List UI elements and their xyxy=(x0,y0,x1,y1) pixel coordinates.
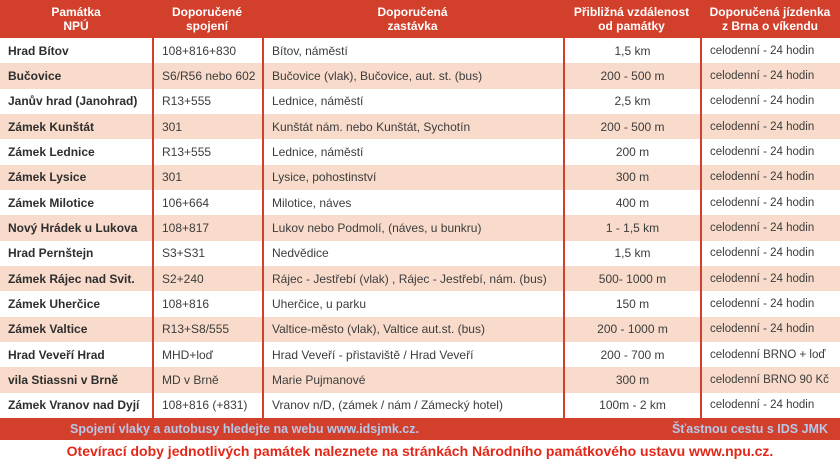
distance-cell: 1 - 1,5 km xyxy=(563,215,700,240)
connection-cell: 108+816 xyxy=(152,291,262,316)
ticket-cell: celodenní - 24 hodin xyxy=(700,266,840,291)
monument-name-cell: Zámek Rájec nad Svit. xyxy=(8,271,135,286)
ticket-cell: celodenní - 24 hodin xyxy=(700,63,840,88)
distance-cell: 200 - 1000 m xyxy=(563,317,700,342)
connection-cell: MHD+loď xyxy=(152,342,262,367)
ticket-cell: celodenní - 24 hodin xyxy=(700,393,840,418)
monument-name-cell: Zámek Vranov nad Dyjí xyxy=(8,398,140,413)
column-header-line: spojení xyxy=(185,19,228,33)
table-row xyxy=(0,165,840,190)
connection-cell: 106+664 xyxy=(152,190,262,215)
monument-name-cell: Zámek Lysice xyxy=(8,170,87,185)
table-row xyxy=(0,215,840,240)
stop-cell: Nedvědice xyxy=(262,241,563,266)
stop-cell: Lednice, náměstí xyxy=(262,89,563,114)
table-row xyxy=(0,291,840,316)
column-header-line: Doporučené xyxy=(171,5,242,19)
column-header-line: od památky xyxy=(598,19,665,33)
column-header-connection xyxy=(152,5,262,33)
ticket-cell: celodenní - 24 hodin xyxy=(700,190,840,215)
table-row xyxy=(0,342,840,367)
distance-cell: 300 m xyxy=(563,165,700,190)
stop-cell: Lysice, pohostinství xyxy=(262,165,563,190)
monument-name-cell: Hrad Bítov xyxy=(8,43,69,58)
table-row xyxy=(0,393,840,418)
connection-cell: S6/R56 nebo 602 xyxy=(152,63,262,88)
connection-cell: R13+555 xyxy=(152,139,262,164)
footer-connection-hint: Spojení vlaky a autobusy hledejte na webu www.idsjmk.cz. xyxy=(70,422,419,436)
column-header-stop xyxy=(262,5,563,33)
connection-cell: R13+555 xyxy=(152,89,262,114)
stop-cell: Uherčice, u parku xyxy=(262,291,563,316)
table-row xyxy=(0,317,840,342)
connection-cell: 301 xyxy=(152,165,262,190)
distance-cell: 300 m xyxy=(563,367,700,392)
column-header-line: Přibližná vzdálenost xyxy=(573,5,690,19)
bottom-note xyxy=(0,440,840,462)
distance-cell: 200 - 700 m xyxy=(563,342,700,367)
stop-cell: Milotice, náves xyxy=(262,190,563,215)
stop-cell: Rájec - Jestřebí (vlak) , Rájec - Jestřebí, nám. (bus) xyxy=(262,266,563,291)
monument-name-cell: Zámek Valtice xyxy=(8,322,88,337)
monument-name-cell: Zámek Uherčice xyxy=(8,296,101,311)
ticket-cell: celodenní - 24 hodin xyxy=(700,241,840,266)
monument-name-cell: Zámek Milotice xyxy=(8,195,95,210)
ticket-cell: celodenní - 24 hodin xyxy=(700,165,840,190)
monument-name-cell: Hrad Pernštejn xyxy=(8,246,94,261)
distance-cell: 2,5 km xyxy=(563,89,700,114)
ticket-cell: celodenní BRNO 90 Kč xyxy=(700,367,840,392)
ticket-cell: celodenní - 24 hodin xyxy=(700,215,840,240)
table-row xyxy=(0,89,840,114)
column-header-line: Doporučená jízdenka xyxy=(709,5,831,19)
connection-cell: S2+240 xyxy=(152,266,262,291)
ticket-cell: celodenní - 24 hodin xyxy=(700,139,840,164)
stop-cell: Lukov nebo Podmolí, (náves, u bunkru) xyxy=(262,215,563,240)
table-row xyxy=(0,63,840,88)
distance-cell: 500- 1000 m xyxy=(563,266,700,291)
stop-cell: Hrad Veveří - přistaviště / Hrad Veveří xyxy=(262,342,563,367)
distance-cell: 200 m xyxy=(563,139,700,164)
stop-cell: Vranov n/D, (zámek / nám / Zámecký hotel) xyxy=(262,393,563,418)
ticket-cell: celodenní - 24 hodin xyxy=(700,114,840,139)
monument-name-cell: vila Stiassni v Brně xyxy=(8,372,119,387)
table-header-row xyxy=(0,0,840,38)
stop-cell: Valtice-město (vlak), Valtice aut.st. (bus) xyxy=(262,317,563,342)
table-row xyxy=(0,190,840,215)
monument-name-cell: Zámek Kunštát xyxy=(8,119,95,134)
stop-cell: Bítov, náměstí xyxy=(262,38,563,63)
connection-cell: S3+S31 xyxy=(152,241,262,266)
column-header-line: z Brna o víkendu xyxy=(721,19,819,33)
footer-slogan: Šťastnou cestu s IDS JMK xyxy=(671,422,828,436)
bottom-note-text: Otevírací doby jednotlivých památek naleznete na stránkách Národního památkového ustavu www.npu.cz. xyxy=(66,443,774,459)
ticket-cell: celodenní - 24 hodin xyxy=(700,89,840,114)
ticket-cell: celodenní - 24 hodin xyxy=(700,291,840,316)
distance-cell: 150 m xyxy=(563,291,700,316)
table-row xyxy=(0,266,840,291)
stop-cell: Marie Pujmanové xyxy=(262,367,563,392)
ticket-cell: celodenní - 24 hodin xyxy=(700,38,840,63)
ticket-cell: celodenní - 24 hodin xyxy=(700,317,840,342)
connection-cell: 108+816+830 xyxy=(152,38,262,63)
footer-band xyxy=(0,418,840,440)
column-header-ticket xyxy=(700,5,840,33)
table-row xyxy=(0,114,840,139)
distance-cell: 1,5 km xyxy=(563,241,700,266)
stop-cell: Lednice, náměstí xyxy=(262,139,563,164)
distance-cell: 400 m xyxy=(563,190,700,215)
table-row xyxy=(0,139,840,164)
stop-cell: Kunštát nám. nebo Kunštát, Sychotín xyxy=(262,114,563,139)
table-row xyxy=(0,241,840,266)
distance-cell: 200 - 500 m xyxy=(563,114,700,139)
connection-cell: 108+816 (+831) xyxy=(152,393,262,418)
distance-cell: 1,5 km xyxy=(563,38,700,63)
monument-name-cell: Janův hrad (Janohrad) xyxy=(8,94,138,109)
distance-cell: 100m - 2 km xyxy=(563,393,700,418)
connection-cell: R13+S8/555 xyxy=(152,317,262,342)
monument-name-cell: Zámek Lednice xyxy=(8,144,95,159)
monument-name-cell: Nový Hrádek u Lukova xyxy=(8,220,138,235)
column-header-monument xyxy=(0,5,152,33)
connection-cell: 301 xyxy=(152,114,262,139)
connection-cell: MD v Brně xyxy=(152,367,262,392)
table-row xyxy=(0,367,840,392)
connection-cell: 108+817 xyxy=(152,215,262,240)
distance-cell: 200 - 500 m xyxy=(563,63,700,88)
monument-name-cell: Hrad Veveří Hrad xyxy=(8,347,105,362)
column-header-line: Památka xyxy=(51,5,101,19)
ticket-cell: celodenní BRNO + loď xyxy=(700,342,840,367)
column-header-line: Doporučená xyxy=(377,5,448,19)
monument-name-cell: Bučovice xyxy=(8,68,62,83)
stop-cell: Bučovice (vlak), Bučovice, aut. st. (bus) xyxy=(262,63,563,88)
table-row xyxy=(0,38,840,63)
table-body xyxy=(0,38,840,418)
column-header-line: zastávka xyxy=(387,19,438,33)
column-header-line: NPÚ xyxy=(63,19,89,33)
column-header-distance xyxy=(563,5,700,33)
